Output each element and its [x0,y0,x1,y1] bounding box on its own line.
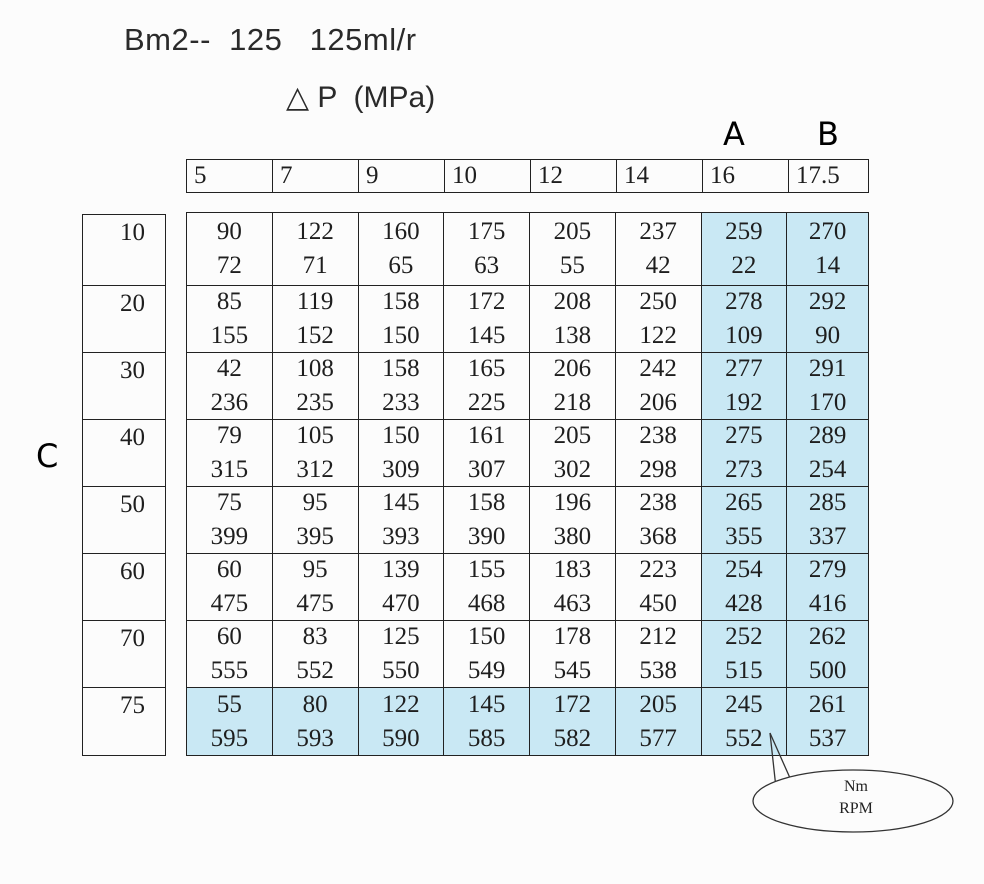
torque-value: 178 [553,623,592,650]
torque-value: 161 [467,422,506,449]
pressure-column-header: 7 [273,160,359,192]
torque-value: 158 [382,288,420,315]
speed-value: 368 [639,523,677,550]
torque-value: 150 [467,623,506,650]
torque-value: 60 [216,623,242,650]
torque-value: 139 [382,556,420,583]
speed-value: 593 [296,724,334,752]
callout-text [808,776,904,820]
column-marker-b: B [817,115,839,153]
speed-value: 312 [296,456,334,483]
flow-row-label: 50 [83,487,165,554]
speed-value: 273 [725,456,763,483]
speed-value: 463 [553,590,592,617]
flow-row-label: 20 [83,286,165,353]
speed-value: 315 [210,456,249,483]
torque-value: 275 [725,422,763,449]
torque-value: 223 [639,556,677,583]
pressure-column-header: 14 [617,160,703,192]
speed-value: 122 [639,322,677,349]
pressure-column-header: 5 [187,160,273,192]
torque-value: 90 [216,218,242,245]
flow-row-label: 75 [120,692,145,719]
torque-value: 95 [302,556,328,583]
torque-value: 155 [467,556,506,583]
speed-value: 555 [210,657,249,684]
torque-value: 125 [382,623,420,650]
speed-value: 590 [382,724,420,752]
speed-value: 552 [296,657,334,684]
speed-value: 309 [382,456,420,483]
speed-value: 577 [639,724,677,752]
torque-value: 55 [216,690,242,718]
speed-value: 585 [467,724,506,752]
callout-unit-torque: Nm [844,778,868,795]
torque-value: 145 [467,690,506,718]
torque-value: 79 [216,422,242,449]
torque-value: 262 [808,623,847,650]
speed-value: 416 [808,590,847,617]
torque-value: 205 [553,218,592,245]
speed-value: 550 [382,657,420,684]
column-marker-a: A [723,115,745,153]
speed-value: 475 [210,590,249,617]
torque-value: 119 [296,288,334,315]
torque-value: 277 [725,355,763,382]
speed-value: 71 [302,252,328,279]
torque-value: 237 [639,218,677,245]
pressure-column-header: 12 [531,160,617,192]
torque-value: 245 [725,690,763,718]
speed-value: 390 [467,523,506,550]
torque-value: 254 [725,556,763,583]
speed-value: 192 [725,389,763,416]
torque-value: 259 [725,218,763,245]
torque-value: 158 [382,355,420,382]
torque-value: 265 [725,489,763,516]
speed-value: 468 [467,590,506,617]
torque-value: 238 [639,422,677,449]
speed-value: 236 [210,389,249,416]
speed-value: 515 [725,657,763,684]
speed-value: 355 [725,523,763,550]
pressure-column-header: 16 [703,160,789,192]
speed-value: 393 [382,523,420,550]
speed-value: 145 [467,322,506,349]
torque-value: 279 [808,556,847,583]
pressure-column-header: 9 [359,160,445,192]
flow-row-label: 40 [83,420,165,487]
speed-value: 428 [725,590,763,617]
speed-value: 302 [553,456,592,483]
torque-value: 83 [302,623,328,650]
speed-value: 475 [296,590,334,617]
flow-row-label: 60 [83,554,165,621]
speed-value: 254 [808,456,847,483]
torque-value: 172 [553,690,592,718]
torque-value: 95 [302,489,328,516]
speed-value: 90 [815,322,841,349]
torque-value: 42 [216,355,242,382]
speed-value: 152 [296,322,334,349]
torque-value: 122 [382,690,420,718]
speed-value: 552 [725,724,763,752]
speed-value: 218 [553,389,592,416]
speed-value: 63 [474,252,500,279]
torque-value: 172 [467,288,506,315]
speed-value: 298 [639,456,677,483]
speed-value: 545 [553,657,592,684]
speed-value: 549 [467,657,506,684]
speed-value: 235 [296,389,334,416]
speed-value: 450 [639,590,677,617]
speed-value: 582 [553,724,592,752]
torque-value: 285 [808,489,847,516]
speed-value: 22 [731,252,757,279]
page-title: Bm2-- 125 125ml/r [124,22,417,57]
row-marker-c: C [36,437,59,475]
torque-value: 238 [639,489,677,516]
speed-value: 337 [808,523,847,550]
speed-value: 150 [382,322,420,349]
pressure-column-header: 10 [445,160,531,192]
torque-value: 183 [553,556,592,583]
speed-value: 399 [210,523,249,550]
flow-row-label: 70 [83,621,165,688]
pressure-axis-label: △ P (MPa) [286,81,436,114]
speed-value: 470 [382,590,420,617]
torque-value: 208 [553,288,592,315]
torque-value: 85 [216,288,242,315]
torque-value: 261 [808,690,847,718]
flow-row-label: 30 [83,353,165,420]
speed-value: 395 [296,523,334,550]
torque-value: 165 [467,355,506,382]
torque-value: 108 [296,355,334,382]
torque-value: 206 [553,355,592,382]
torque-value: 175 [467,218,506,245]
speed-value: 307 [467,456,506,483]
speed-value: 170 [808,389,847,416]
torque-value: 60 [216,556,242,583]
speed-value: 72 [216,252,242,279]
torque-value: 122 [296,218,334,245]
torque-value: 150 [382,422,420,449]
torque-value: 160 [382,218,420,245]
speed-value: 155 [210,322,249,349]
torque-value: 292 [808,288,847,315]
flow-row-label: 10 [83,215,165,286]
torque-value: 252 [725,623,763,650]
torque-value: 145 [382,489,420,516]
torque-value: 105 [296,422,334,449]
speed-value: 109 [725,322,763,349]
speed-value: 55 [559,252,585,279]
callout-unit-speed: RPM [839,800,873,817]
speed-value: 537 [808,724,847,752]
torque-value: 196 [553,489,592,516]
speed-value: 233 [382,389,420,416]
torque-value: 242 [639,355,677,382]
torque-value: 75 [216,489,242,516]
speed-value: 595 [210,724,249,752]
speed-value: 206 [639,389,677,416]
speed-value: 65 [388,252,414,279]
torque-value: 205 [639,690,677,718]
torque-value: 80 [302,690,328,718]
speed-value: 138 [553,322,592,349]
torque-value: 205 [553,422,592,449]
speed-value: 538 [639,657,677,684]
torque-value: 291 [808,355,847,382]
pressure-column-header: 17.5 [796,162,840,189]
torque-value: 158 [467,489,506,516]
speed-value: 500 [808,657,847,684]
speed-value: 14 [815,252,841,279]
torque-value: 289 [808,422,847,449]
torque-value: 270 [808,218,847,245]
speed-value: 380 [553,523,592,550]
torque-value: 212 [639,623,677,650]
speed-value: 42 [645,252,671,279]
torque-value: 250 [639,288,677,315]
speed-value: 225 [467,389,506,416]
torque-value: 278 [725,288,763,315]
